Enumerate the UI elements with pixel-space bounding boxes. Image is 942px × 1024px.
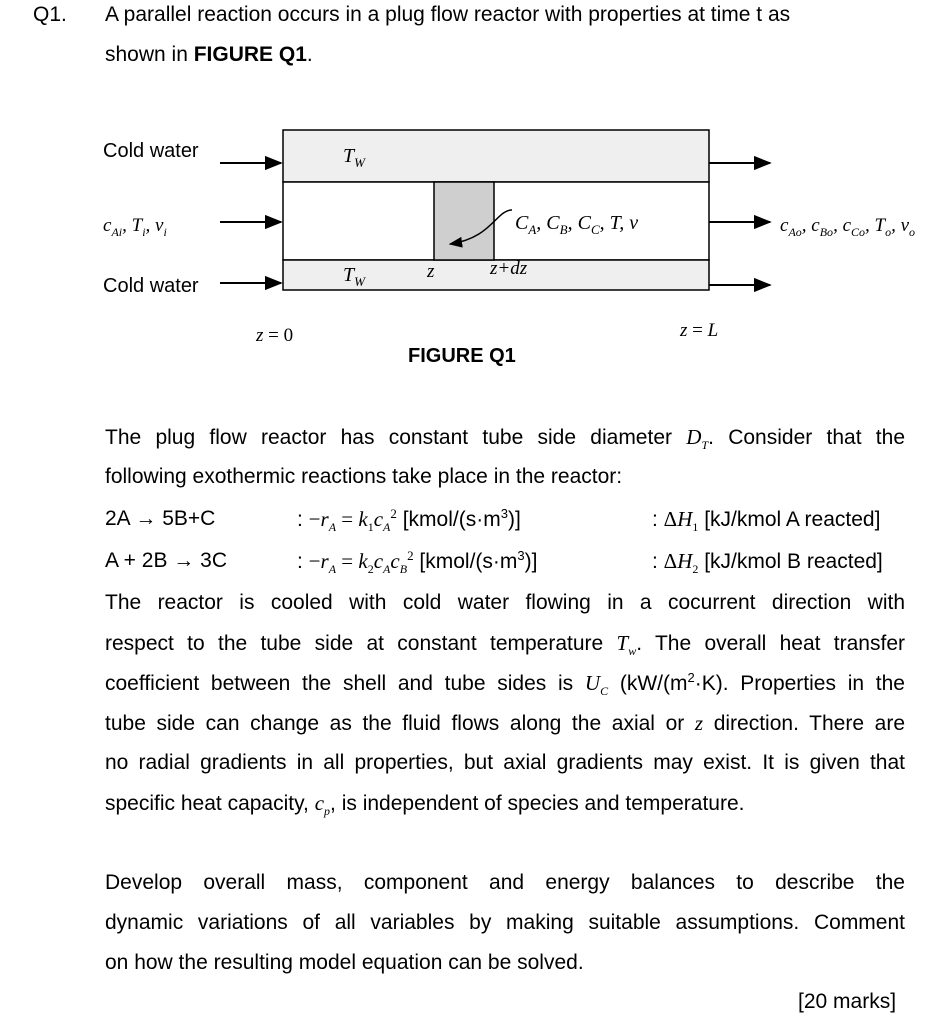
intro-prefix: shown in [105,43,194,66]
rxn1-rate: : $-r_A = k_1c_A^2$ $[kmol/(s\cdot m^3)]$ [297,506,521,535]
p2-line2: respect to the tube side at constant temperature $T_w$. The overall heat transfer [105,631,905,659]
reactor-figure [0,0,942,400]
cold-water-bottom-label: Cold water [103,275,199,297]
p2-line5: no radial gradients in all properties, but axial gradients may exist. It is given that [105,751,905,774]
rxn2-equation: A + 2B → 3C [105,549,227,572]
paragraph-3 [105,863,905,983]
rxn1-heat: : $\Delta H_1$ [kJ/kmol A reacted] [652,507,881,535]
z0-label: z = 0 [256,325,294,346]
question-number: Q1. [33,3,67,26]
rxn1-equation: 2A → 5B+C [105,507,216,530]
cold-water-top-label: Cold water [103,140,199,162]
p1-line1: The plug flow reactor has constant tube side diameter $D_T$. Consider that the [105,425,905,453]
p2-line3: coefficient between the shell and tube sides is $U_C$ ($kW/(m^2\cdot K)$. Properties in the [105,670,905,699]
figure-caption: FIGURE Q1 [408,345,516,367]
p3-line3: on how the resulting model equation can be solved. [105,951,584,974]
zL-label: z = L [680,320,719,341]
p2-line1: The reactor is cooled with cold water flowing in a cocurrent direction with [105,591,905,614]
question-intro-line1: A parallel reaction occurs in a plug flow reactor with properties at time t as [105,3,791,26]
tw-bottom-label: $T_W$ [343,264,365,289]
tw-top-label: $T_W$ [343,145,365,170]
z-label: z [427,261,435,282]
inlet-label: $c_{Ai}$, $T_i$, $v_i$ [103,215,167,239]
p2-line6: specific heat capacity, $c_p$, is independent of species and temperature. [105,791,745,819]
p3-line1: Develop overall mass, component and energy balances to describe the [105,871,905,894]
intro-figure-ref: FIGURE Q1 [193,43,307,66]
p2-line4: tube side can change as the fluid flows along the axial or z direction. There are [105,711,906,735]
paragraph-2 [105,583,905,823]
p3-line2: dynamic variations of all variables by making suitable assumptions. Comment [105,911,905,934]
marks: [20 marks] [798,990,897,1013]
zdz-label: z+dz [490,258,528,279]
rxn2-rate: : $-r_A = k_2c_Ac_B^2$ $[kmol/(s\cdot m^3)]$ [297,548,538,577]
p1-line2: following exothermic reactions take place in the reactor: [105,465,623,488]
element-properties-label: $C_A$, $C_B$, $C_C$, T, v [515,212,639,237]
outlet-label: $c_{Ao}$, $c_{Bo}$, $c_{Co}$, $T_o$, $v_o$ [780,215,916,239]
paragraph-1 [105,417,905,497]
tube [283,182,709,260]
rxn2-heat: : $\Delta H_2$ [kJ/kmol B reacted] [652,549,883,577]
intro-suffix: . [306,43,313,66]
differential-element [434,182,494,260]
